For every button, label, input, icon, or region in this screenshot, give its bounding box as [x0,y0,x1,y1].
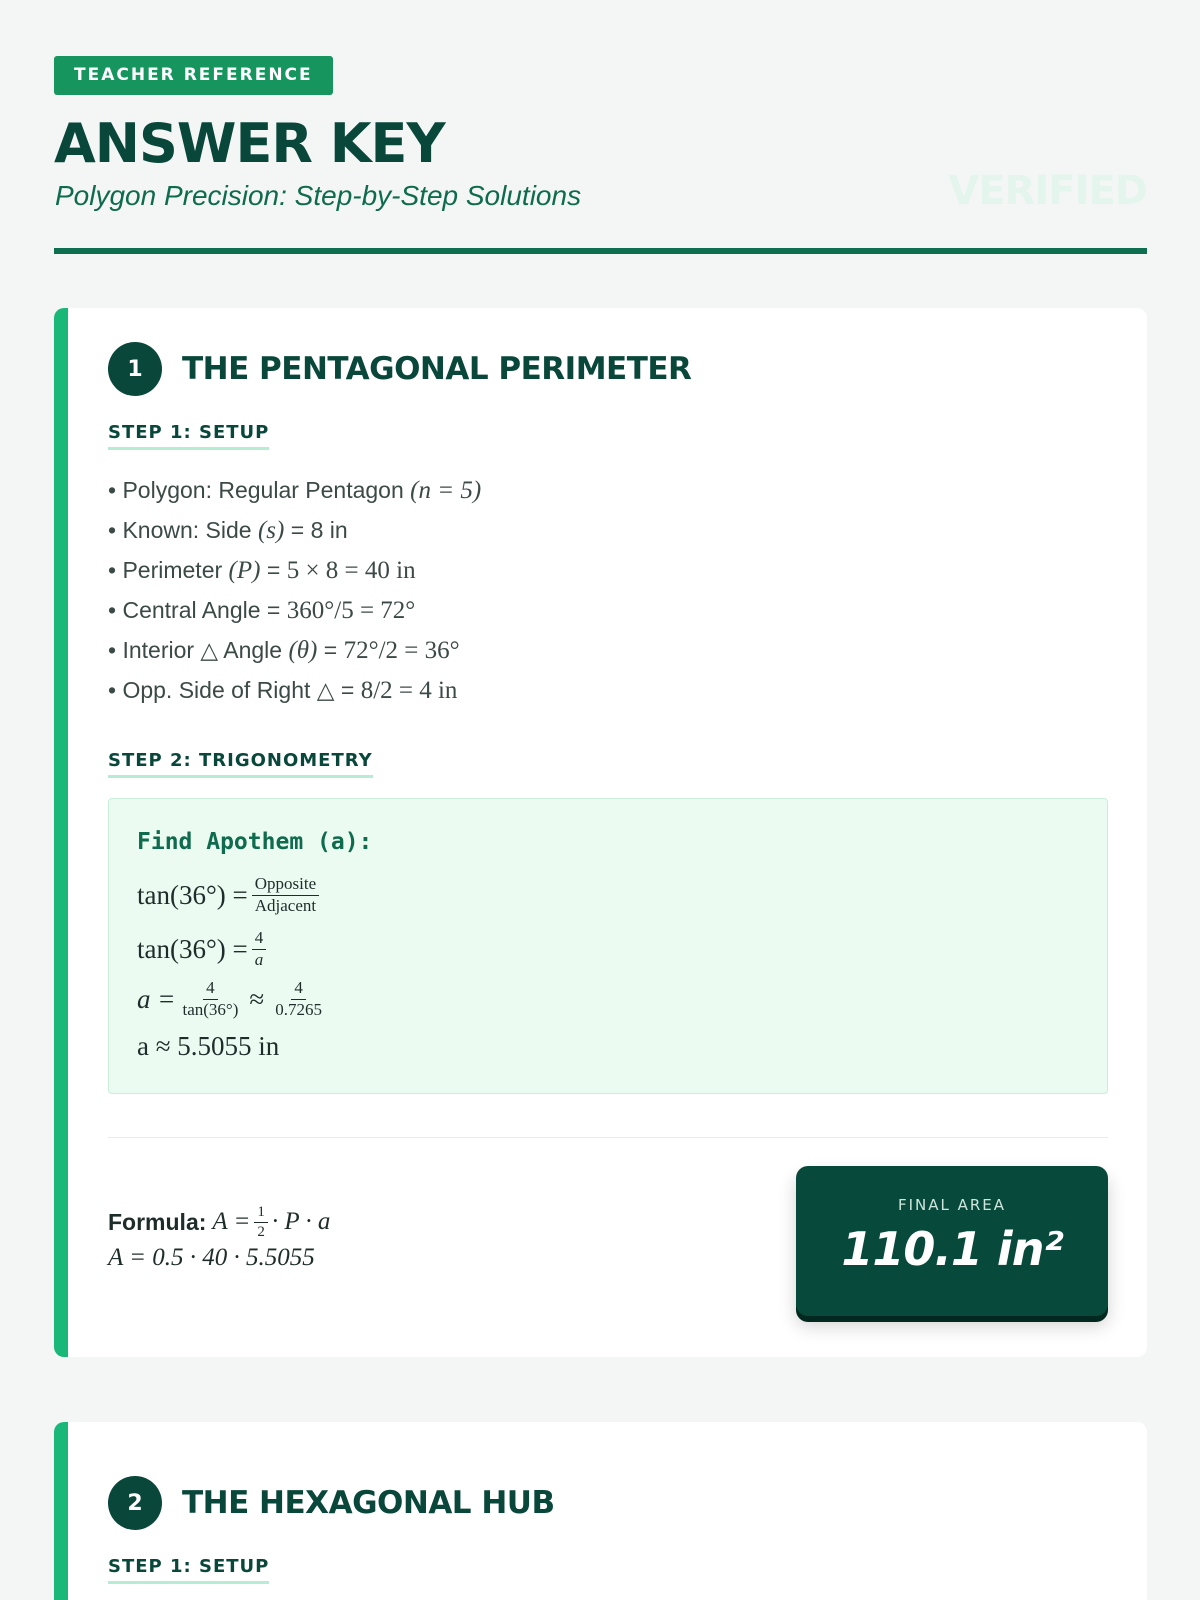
problem-number-badge: 1 [108,342,162,396]
final-area-value: 110.1 in² [841,1222,1063,1276]
problem-card-2 [54,1422,1147,1600]
fraction: $\frac{\text{Opposite}}{\text{Adjacent}}$ [252,875,319,915]
equation-line-1: tan(36°) = $\frac{\text{Opposite}}{\text{Adjacent}}$ [137,875,323,915]
problem-header-2 [108,1476,555,1530]
formula-line-2: A = 0.5 · 40 · 5.5055 [108,1244,315,1271]
header-divider [54,248,1147,254]
setup-item: • Known: Side (s) = 8 in [108,517,348,544]
apothem-heading: Find Apothem (a): [137,829,373,855]
page-subtitle: Polygon Precision: Step-by-Step Solutions [55,180,582,211]
setup-item: • Interior △ Angle (θ) = 72°/2 = 36° [108,637,460,664]
setup-item: • Opp. Side of Right △ = 8/2 = 4 in [108,677,458,704]
section-divider [108,1137,1108,1138]
setup-item: • Central Angle = 360°/5 = 72° [108,597,416,624]
formula-line-1: Formula: A = $\frac{1}{2}$ · P · a [108,1204,331,1240]
fraction: $\frac{1}{2}$ [254,1204,268,1240]
apothem-result: a ≈ 5.5055 in [137,1031,280,1061]
setup-list [108,470,481,710]
problem-number-badge: 2 [108,1476,162,1530]
final-area-box [796,1166,1108,1316]
setup-item: • Perimeter (P) = 5 × 8 = 40 in [108,557,416,584]
step-1-label: STEP 1: SETUP [108,1556,269,1584]
trigonometry-box [108,798,1108,1094]
step-1-label: STEP 1: SETUP [108,422,269,450]
final-area-label: FINAL AREA [897,1196,1007,1214]
fraction: $\frac{4}{\tan(36^\circ)}$ [182,978,239,1019]
equation-line-3: a = $\frac{4}{\tan(36^\circ)}$ ≈ $\frac{4}{0.7265}$ [137,979,329,1019]
page-title: ANSWER KEY [54,112,445,175]
setup-item: • Polygon: Regular Pentagon (n = 5) [108,477,482,504]
problem-title: THE HEXAGONAL HUB [182,1485,555,1521]
problem-header-1 [108,342,691,396]
step-2-label: STEP 2: TRIGONOMETRY [108,750,373,778]
equation-line-2: tan(36°) = $\frac{4}{a}$ [137,929,270,969]
verified-watermark: VERIFIED [948,168,1147,214]
problem-title: THE PENTAGONAL PERIMETER [182,351,692,387]
area-formula [108,1204,330,1276]
teacher-reference-badge: TEACHER REFERENCE [54,56,333,95]
problem-card-1 [54,308,1147,1357]
fraction: $\frac{4}{0.7265}$ [275,978,322,1019]
fraction: $\frac{4}{a}$ [252,929,267,969]
